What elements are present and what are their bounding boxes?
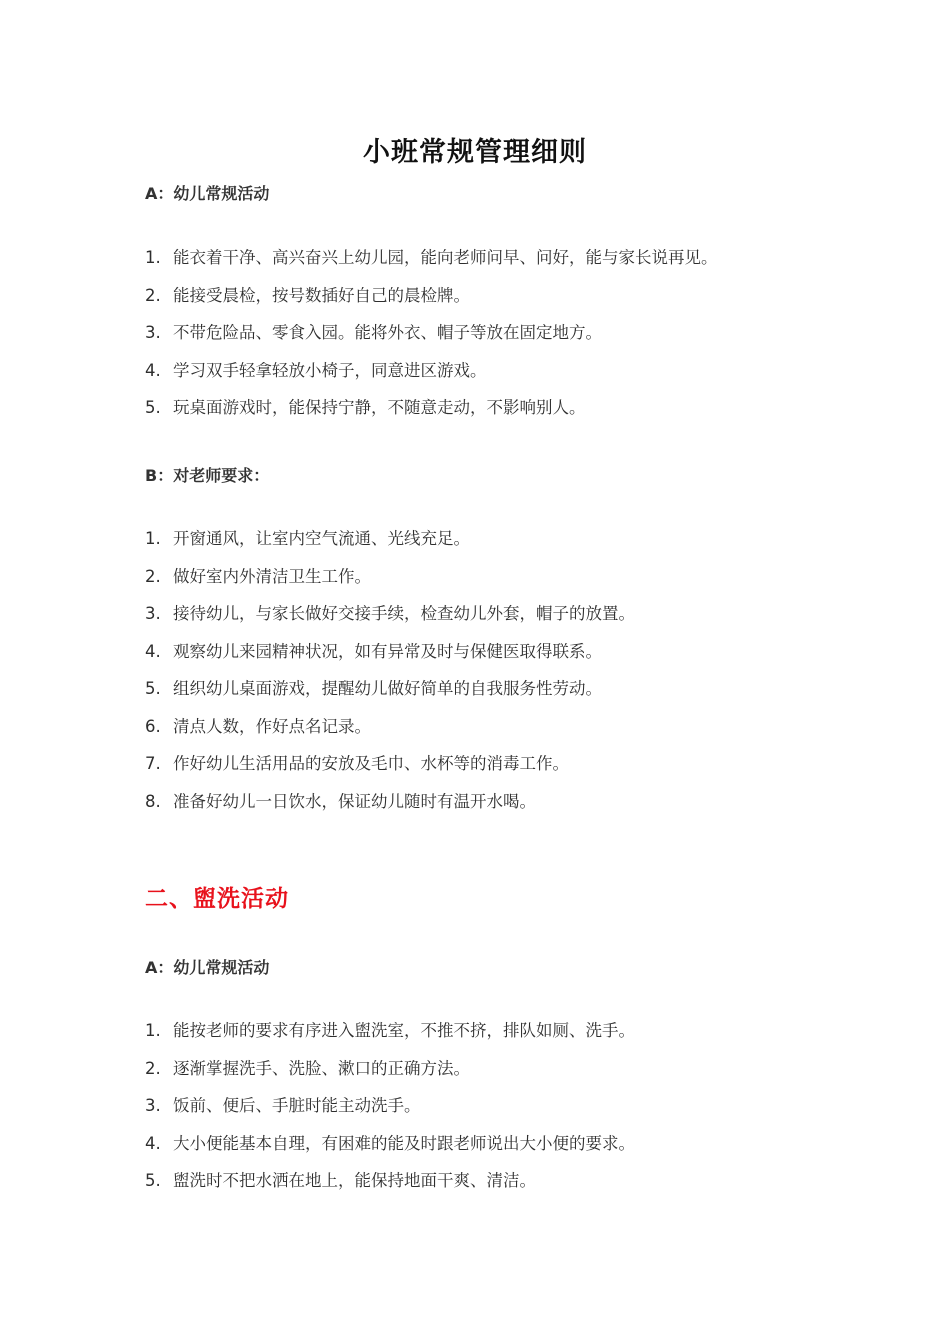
part2-subheading-a: A：幼儿常规活动 — [145, 958, 270, 977]
list-item — [145, 558, 635, 596]
list-item-number: 4. — [145, 1133, 161, 1153]
list-item-text: 大小便能基本自理，有困难的能及时跟老师说出大小便的要求。 — [173, 1133, 635, 1153]
list-item-number: 5. — [145, 398, 161, 417]
list-item-text: 做好室内外清洁卫生工作。 — [173, 566, 371, 586]
list-item-text: 不带危险品、零食入园。能将外衣、帽子等放在固定地方。 — [173, 323, 602, 342]
list-item-text: 接待幼儿，与家长做好交接手续，检查幼儿外套，帽子的放置。 — [173, 604, 635, 623]
section-heading: 二、盥洗活动 — [145, 886, 289, 912]
list-item-text: 组织幼儿桌面游戏，提醒幼儿做好简单的自我服务性劳动。 — [173, 679, 602, 698]
part1-list-a — [145, 239, 718, 427]
list-item-text: 逐渐掌握洗手、洗脸、漱口的正确方法。 — [173, 1058, 470, 1078]
list-item-number: 4. — [145, 641, 161, 661]
list-item — [145, 314, 718, 352]
list-item-number: 4. — [145, 360, 161, 380]
list-item-text: 能接受晨检，按号数插好自己的晨检牌。 — [173, 285, 470, 305]
part1-subheading-a: A：幼儿常规活动 — [145, 184, 270, 203]
list-item-number: 1. — [145, 248, 161, 267]
list-item — [145, 1162, 635, 1200]
list-item-text: 清点人数，作好点名记录。 — [173, 716, 371, 736]
list-item-text: 能衣着干净、高兴奋兴上幼儿园，能向老师问早、问好，能与家长说再见。 — [173, 248, 718, 267]
list-item — [145, 633, 635, 671]
list-item — [145, 239, 718, 277]
list-item — [145, 1050, 635, 1088]
list-item — [145, 745, 635, 783]
list-item-text: 玩桌面游戏时，能保持宁静，不随意走动，不影响别人。 — [173, 398, 586, 417]
list-item — [145, 1012, 635, 1050]
list-item-text: 盥洗时不把水洒在地上，能保持地面干爽、清洁。 — [173, 1171, 536, 1190]
list-item-number: 1. — [145, 1021, 161, 1040]
list-item — [145, 389, 718, 427]
list-item — [145, 1087, 635, 1125]
list-item-number: 7. — [145, 754, 161, 773]
list-item — [145, 352, 718, 390]
list-item-number: 5. — [145, 679, 161, 698]
part2-list-a — [145, 1012, 635, 1200]
list-item-number: 2. — [145, 1058, 161, 1078]
list-item — [145, 1125, 635, 1163]
list-item-text: 能按老师的要求有序进入盥洗室，不推不挤，排队如厕、洗手。 — [173, 1021, 635, 1040]
document-title: 小班常规管理细则 — [363, 137, 587, 168]
list-item-text: 学习双手轻拿轻放小椅子，同意进区游戏。 — [173, 360, 487, 380]
list-item-text: 准备好幼儿一日饮水，保证幼儿随时有温开水喝。 — [173, 791, 536, 811]
list-item-number: 2. — [145, 566, 161, 586]
list-item-text: 开窗通风，让室内空气流通、光线充足。 — [173, 529, 470, 548]
part1-list-b — [145, 520, 635, 820]
list-item — [145, 520, 635, 558]
list-item-number: 8. — [145, 791, 161, 811]
list-item-number: 2. — [145, 285, 161, 305]
list-item-number: 3. — [145, 323, 161, 342]
list-item-text: 观察幼儿来园精神状况，如有异常及时与保健医取得联系。 — [173, 641, 602, 661]
list-item-text: 饭前、便后、手脏时能主动洗手。 — [173, 1096, 421, 1115]
list-item — [145, 595, 635, 633]
list-item-number: 1. — [145, 529, 161, 548]
list-item-text: 作好幼儿生活用品的安放及毛巾、水杯等的消毒工作。 — [173, 754, 569, 773]
list-item — [145, 783, 635, 821]
list-item — [145, 708, 635, 746]
list-item — [145, 277, 718, 315]
list-item-number: 5. — [145, 1171, 161, 1190]
list-item-number: 3. — [145, 604, 161, 623]
list-item-number: 3. — [145, 1096, 161, 1115]
list-item — [145, 670, 635, 708]
list-item-number: 6. — [145, 716, 161, 736]
part1-subheading-b: B：对老师要求： — [145, 466, 270, 485]
